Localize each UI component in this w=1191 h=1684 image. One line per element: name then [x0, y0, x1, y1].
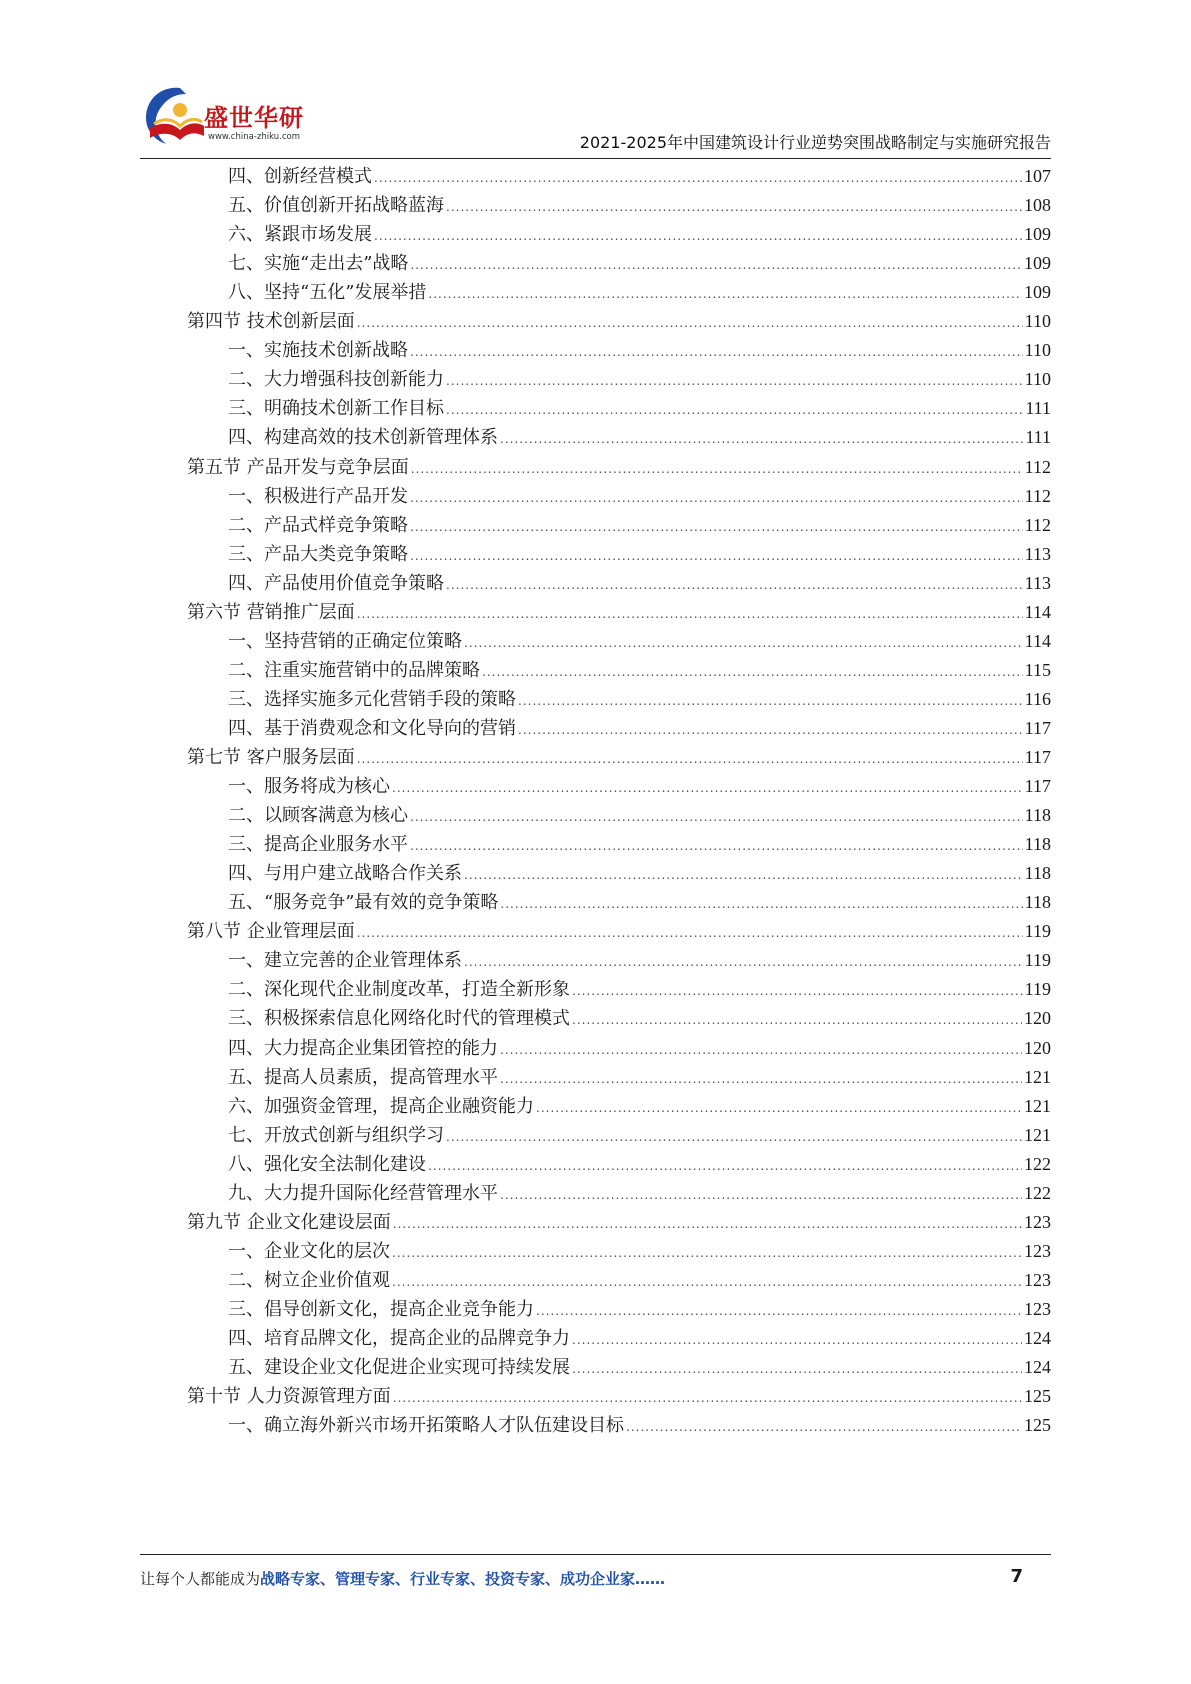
- toc-entry-page: 118: [1024, 834, 1051, 855]
- toc-subsection-entry[interactable]: [228, 163, 1051, 189]
- toc-subsection-entry[interactable]: [228, 1035, 1051, 1061]
- toc-entry-page: 124: [1024, 1357, 1051, 1378]
- toc-leader-dots: [446, 397, 1023, 423]
- toc-entry-label: 二、产品式样竞争策略: [228, 514, 408, 536]
- toc-entry-page: 113: [1024, 543, 1051, 564]
- toc-entry-label: 四、构建高效的技术创新管理体系: [228, 427, 498, 449]
- toc-leader-dots: [410, 485, 1023, 511]
- toc-entry-label: 一、服务将成为核心: [228, 776, 390, 798]
- page-footer: [140, 1568, 1051, 1596]
- toc-leader-dots: [393, 1211, 1022, 1237]
- toc-entry-label: 四、大力提高企业集团管控的能力: [228, 1037, 498, 1059]
- toc-leader-dots: [626, 1414, 1022, 1440]
- toc-entry-page: 121: [1024, 1124, 1051, 1145]
- toc-leader-dots: [411, 456, 1023, 482]
- toc-subsection-entry[interactable]: [228, 570, 1051, 596]
- toc-section-entry[interactable]: [187, 454, 1051, 480]
- toc-entry-label: 七、实施“走出去”战略: [228, 253, 409, 275]
- toc-leader-dots: [464, 862, 1023, 888]
- toc-entry-page: 119: [1024, 979, 1051, 1000]
- toc-leader-dots: [500, 891, 1022, 917]
- toc-section-entry[interactable]: [187, 918, 1051, 944]
- toc-entry-page: 118: [1024, 863, 1051, 884]
- toc-entry-page: 112: [1024, 514, 1051, 535]
- footer-slogan-prefix: 让每个人都能成为: [140, 1570, 261, 1588]
- toc-subsection-entry[interactable]: [228, 1412, 1051, 1438]
- toc-subsection-entry[interactable]: [228, 1267, 1051, 1293]
- toc-entry-page: 109: [1024, 282, 1051, 303]
- toc-subsection-entry[interactable]: [228, 250, 1051, 276]
- toc-entry-page: 107: [1024, 166, 1051, 186]
- toc-leader-dots: [428, 281, 1022, 307]
- toc-entry-label: 二、注重实施营销中的品牌策略: [228, 659, 480, 681]
- toc-entry-label: 五、建设企业文化促进企业实现可持续发展: [228, 1357, 570, 1379]
- toc-entry-label: 四、培育品牌文化，提高企业的品牌竞争力: [228, 1328, 570, 1349]
- toc-subsection-entry[interactable]: [228, 1238, 1051, 1264]
- toc-leader-dots: [446, 368, 1023, 394]
- toc-subsection-entry[interactable]: [228, 1005, 1051, 1031]
- toc-section-entry[interactable]: [187, 744, 1051, 770]
- toc-leader-dots: [446, 194, 1022, 220]
- brand-url: www.china-zhiku.com: [208, 132, 300, 142]
- toc-entry-page: 116: [1024, 688, 1051, 709]
- toc-entry-page: 122: [1024, 1182, 1051, 1203]
- toc-entry-page: 123: [1024, 1211, 1051, 1232]
- toc-entry-page: 112: [1024, 485, 1051, 506]
- toc-entry-label: 三、产品大类竞争策略: [228, 543, 408, 565]
- toc-section-entry[interactable]: [187, 599, 1051, 625]
- toc-entry-label: 一、实施技术创新战略: [228, 340, 408, 362]
- toc-leader-dots: [536, 1298, 1022, 1324]
- toc-entry-page: 123: [1024, 1269, 1051, 1290]
- toc-entry-label: 三、明确技术创新工作目标: [228, 398, 444, 420]
- toc-entry-label: 一、确立海外新兴市场开拓策略人才队伍建设目标: [228, 1415, 624, 1437]
- toc-entry-page: 111: [1025, 398, 1051, 419]
- toc-subsection-entry[interactable]: [228, 686, 1051, 712]
- toc-leader-dots: [374, 223, 1022, 249]
- toc-entry-label: 四、基于消费观念和文化导向的营销: [228, 717, 516, 739]
- toc-subsection-entry[interactable]: [228, 541, 1051, 567]
- toc-entry-label: 二、大力增强科技创新能力: [228, 369, 444, 391]
- toc-leader-dots: [446, 1124, 1022, 1150]
- toc-entry-page: 113: [1024, 572, 1051, 593]
- toc-subsection-entry[interactable]: [228, 831, 1051, 857]
- toc-subsection-entry[interactable]: [228, 337, 1051, 363]
- toc-leader-dots: [500, 1037, 1022, 1063]
- toc-entry-label: 四、与用户建立战略合作关系: [228, 863, 462, 885]
- toc-leader-dots: [500, 1066, 1022, 1092]
- toc-entry-page: 108: [1024, 195, 1051, 216]
- toc-leader-dots: [410, 804, 1023, 830]
- toc-entry-label: 第八节 企业管理层面: [187, 921, 355, 943]
- toc-entry-label: 五、提高人员素质，提高管理水平: [228, 1066, 498, 1088]
- toc-subsection-entry[interactable]: [228, 1180, 1051, 1206]
- toc-entry-label: 四、产品使用价值竞争策略: [228, 572, 444, 594]
- toc-subsection-entry[interactable]: [228, 1296, 1051, 1322]
- toc-entry-label: 第四节 技术创新层面: [187, 311, 355, 333]
- toc-leader-dots: [374, 165, 1022, 191]
- toc-subsection-entry[interactable]: [228, 976, 1051, 1002]
- toc-entry-page: 121: [1024, 1066, 1051, 1087]
- brand-name: 盛世华研: [204, 104, 304, 132]
- toc-subsection-entry[interactable]: [228, 192, 1051, 218]
- toc-entry-label: 三、选择实施多元化营销手段的策略: [228, 688, 516, 710]
- toc-leader-dots: [357, 920, 1023, 946]
- toc-entry-label: 第十节 人力资源管理方面: [187, 1386, 391, 1408]
- toc-entry-label: 六、紧跟市场发展: [228, 224, 372, 246]
- toc-leader-dots: [536, 1095, 1022, 1121]
- toc-entry-label: 第五节 产品开发与竞争层面: [187, 456, 409, 478]
- toc-entry-label: 一、积极进行产品开发: [228, 485, 408, 507]
- toc-leader-dots: [518, 688, 1023, 714]
- toc-entry-label: 七、开放式创新与组织学习: [228, 1124, 444, 1146]
- toc-subsection-entry[interactable]: [228, 889, 1051, 915]
- toc-entry-page: 123: [1024, 1240, 1051, 1261]
- toc-leader-dots: [357, 601, 1023, 627]
- toc-leader-dots: [392, 1240, 1022, 1266]
- toc-subsection-entry[interactable]: [228, 860, 1051, 886]
- toc-subsection-entry[interactable]: [228, 1151, 1051, 1177]
- toc-entry-label: 八、坚持“五化”发展举措: [228, 282, 427, 304]
- toc-subsection-entry[interactable]: [228, 715, 1051, 741]
- toc-leader-dots: [572, 1327, 1022, 1353]
- toc-leader-dots: [446, 572, 1023, 598]
- toc-subsection-entry[interactable]: [228, 1354, 1051, 1380]
- toc-entry-page: 112: [1024, 456, 1051, 477]
- toc-entry-page: 109: [1024, 224, 1051, 245]
- toc-entry-page: 109: [1024, 253, 1051, 274]
- toc-leader-dots: [393, 1385, 1022, 1411]
- toc-subsection-entry[interactable]: [228, 395, 1051, 421]
- toc-leader-dots: [518, 717, 1023, 743]
- toc-subsection-entry[interactable]: [228, 657, 1051, 683]
- toc-entry-label: 第六节 营销推广层面: [187, 601, 355, 623]
- toc-leader-dots: [410, 833, 1023, 859]
- toc-subsection-entry[interactable]: [228, 628, 1051, 654]
- toc-leader-dots: [572, 978, 1023, 1004]
- toc-leader-dots: [410, 543, 1023, 569]
- toc-entry-label: 八、强化安全法制化建设: [228, 1153, 426, 1175]
- toc-entry-page: 125: [1024, 1386, 1051, 1407]
- toc-entry-page: 115: [1024, 659, 1051, 680]
- toc-entry-label: 二、以顾客满意为核心: [228, 805, 408, 827]
- toc-subsection-entry[interactable]: [228, 424, 1051, 450]
- toc-leader-dots: [357, 746, 1023, 772]
- header-divider: [140, 158, 1051, 159]
- toc-entry-page: 124: [1024, 1328, 1051, 1348]
- footer-divider: [140, 1554, 1051, 1555]
- toc-leader-dots: [410, 514, 1023, 540]
- toc-section-entry[interactable]: [187, 1383, 1051, 1409]
- toc-entry-label: 二、树立企业价值观: [228, 1269, 390, 1291]
- toc-entry-label: 三、提高企业服务水平: [228, 834, 408, 856]
- toc-entry-label: 一、坚持营销的正确定位策略: [228, 630, 462, 652]
- toc-leader-dots: [464, 949, 1023, 975]
- toc-subsection-entry[interactable]: [228, 947, 1051, 973]
- toc-section-entry[interactable]: [187, 308, 1051, 334]
- toc-leader-dots: [572, 1356, 1022, 1382]
- toc-entry-page: 118: [1024, 805, 1051, 826]
- toc-entry-page: 121: [1024, 1095, 1051, 1116]
- toc-subsection-entry[interactable]: [228, 1122, 1051, 1148]
- toc-entry-page: 122: [1024, 1153, 1051, 1174]
- toc-subsection-entry[interactable]: [228, 1064, 1051, 1090]
- toc-entry-page: 125: [1024, 1415, 1051, 1436]
- toc-entry-page: 119: [1024, 950, 1051, 971]
- toc-entry-label: 一、企业文化的层次: [228, 1240, 390, 1262]
- toc-leader-dots: [392, 775, 1023, 801]
- toc-leader-dots: [464, 630, 1023, 656]
- toc-entry-label: 三、积极探索信息化网络化时代的管理模式: [228, 1008, 570, 1030]
- toc-subsection-entry[interactable]: [228, 1325, 1051, 1351]
- toc-entry-page: 117: [1024, 776, 1051, 797]
- report-title: 2021-2025年中国建筑设计行业逆势突围战略制定与实施研究报告: [579, 133, 1051, 152]
- toc-leader-dots: [392, 1269, 1022, 1295]
- toc-leader-dots: [572, 1007, 1022, 1033]
- toc-entry-label: 三、倡导创新文化，提高企业竞争能力: [228, 1298, 534, 1320]
- toc-subsection-entry[interactable]: [228, 366, 1051, 392]
- toc-entry-page: 110: [1024, 340, 1051, 361]
- toc-entry-label: 五、价值创新开拓战略蓝海: [228, 195, 444, 217]
- toc-subsection-entry[interactable]: [228, 221, 1051, 247]
- toc-entry-label: 九、大力提升国际化经营管理水平: [228, 1182, 498, 1204]
- toc-entry-label: 第九节 企业文化建设层面: [187, 1211, 391, 1233]
- toc-entry-page: 119: [1024, 921, 1051, 942]
- footer-slogan: [140, 1568, 665, 1589]
- toc-entry-label: 五、“服务竞争”最有效的竞争策略: [228, 892, 499, 914]
- page-number: 7: [1010, 1566, 1023, 1587]
- toc-leader-dots: [428, 1153, 1022, 1179]
- brand-logo-icon: [140, 84, 208, 148]
- toc-section-entry[interactable]: [187, 1209, 1051, 1235]
- toc-leader-dots: [500, 426, 1023, 452]
- toc-subsection-entry[interactable]: [228, 483, 1051, 509]
- toc-entry-page: 120: [1024, 1037, 1051, 1058]
- toc-entry-page: 120: [1024, 1008, 1051, 1029]
- toc-entry-page: 117: [1024, 717, 1051, 738]
- toc-leader-dots: [410, 252, 1022, 278]
- toc-subsection-entry[interactable]: [228, 802, 1051, 828]
- toc-leader-dots: [482, 659, 1023, 685]
- toc-entry-page: 111: [1025, 427, 1051, 448]
- footer-slogan-highlight: 战略专家、管理专家、行业专家、投资专家、成功企业家……: [260, 1570, 666, 1588]
- page-header: [140, 84, 1051, 158]
- toc-leader-dots: [500, 1182, 1022, 1208]
- toc-entry-page: 110: [1024, 369, 1051, 390]
- toc-entry-page: 123: [1024, 1298, 1051, 1319]
- toc-leader-dots: [357, 310, 1023, 336]
- toc-entry-label: 一、建立完善的企业管理体系: [228, 950, 462, 972]
- toc-entry-label: 四、创新经营模式: [228, 166, 372, 187]
- toc-entry-label: 六、加强资金管理，提高企业融资能力: [228, 1095, 534, 1117]
- toc-subsection-entry[interactable]: [228, 773, 1051, 799]
- toc-subsection-entry[interactable]: [228, 512, 1051, 538]
- toc-subsection-entry[interactable]: [228, 279, 1051, 305]
- toc-entry-page: 117: [1024, 747, 1051, 767]
- toc-entry-label: 第七节 客户服务层面: [187, 747, 355, 768]
- toc-leader-dots: [410, 339, 1023, 365]
- toc-entry-page: 118: [1024, 892, 1051, 913]
- toc-subsection-entry[interactable]: [228, 1093, 1051, 1119]
- toc-entry-page: 110: [1024, 311, 1051, 332]
- toc-entry-page: 114: [1024, 601, 1051, 622]
- toc-entry-page: 114: [1024, 630, 1051, 651]
- toc-entry-label: 二、深化现代企业制度改革，打造全新形象: [228, 979, 570, 1001]
